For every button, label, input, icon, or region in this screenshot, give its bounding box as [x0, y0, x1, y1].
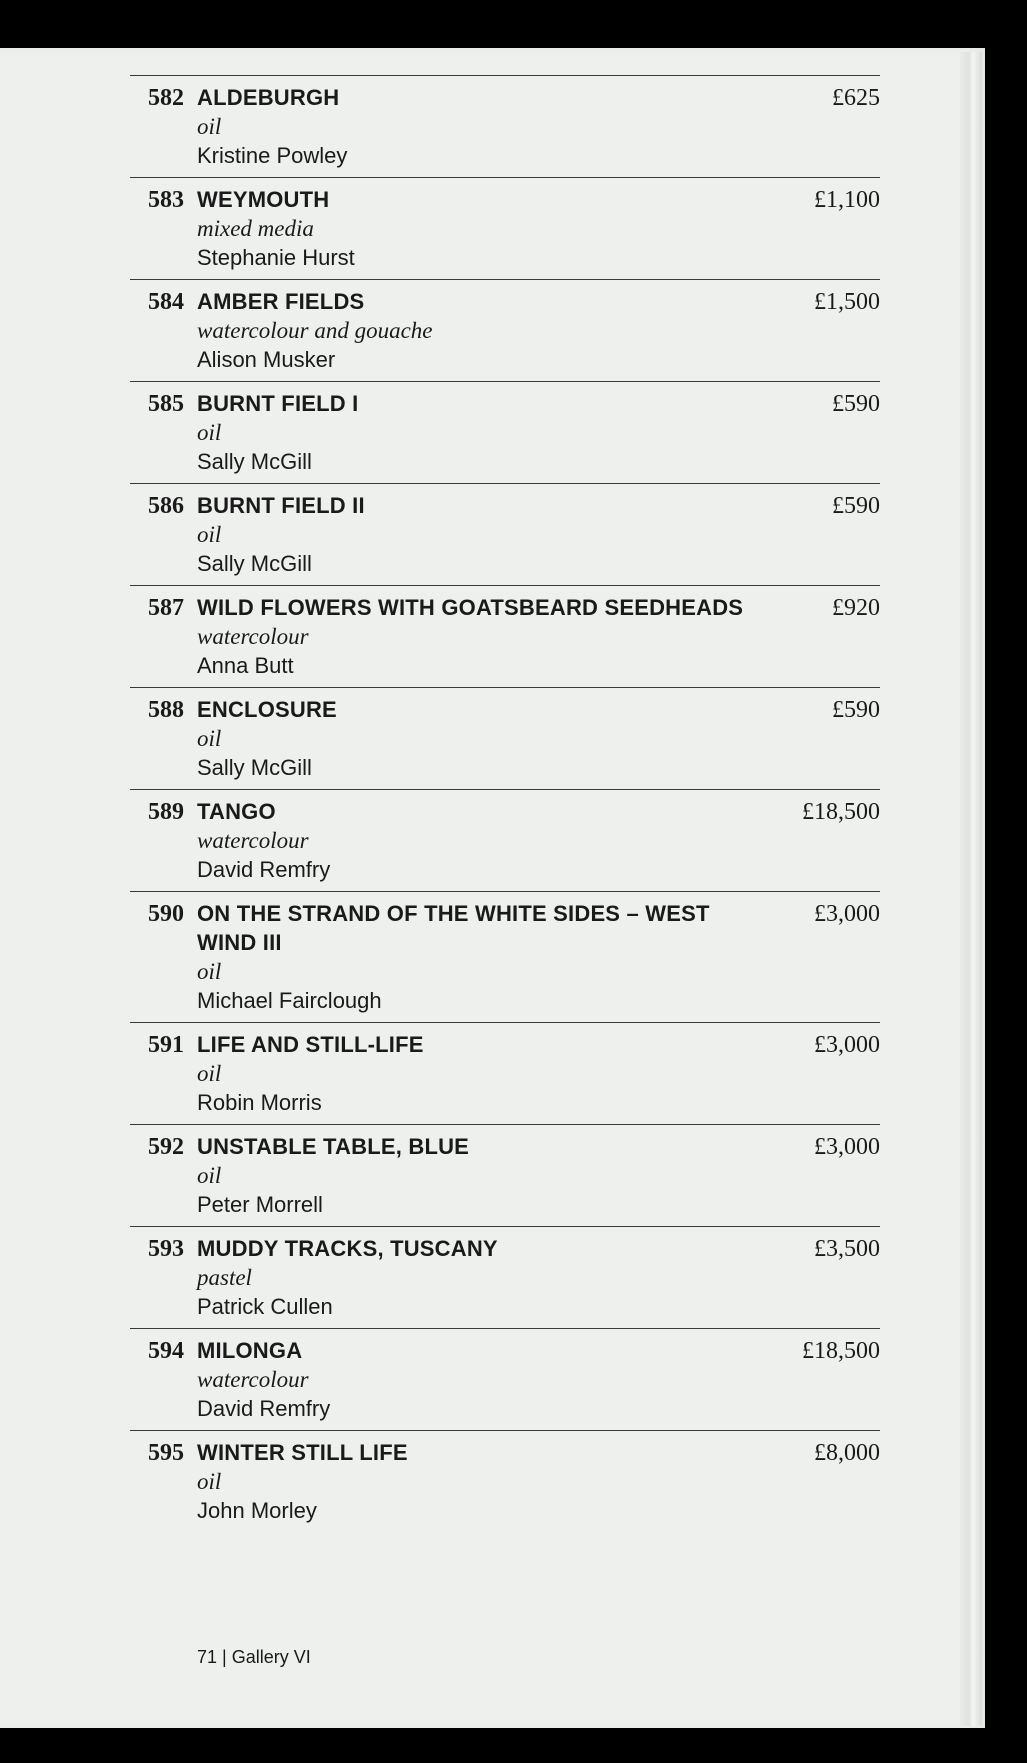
lot-number: 589: [148, 799, 184, 825]
artwork-title: LIFE AND STILL-LIFE: [197, 1032, 424, 1057]
artwork-medium: oil: [197, 420, 222, 445]
artwork-title: BURNT FIELD II: [197, 493, 365, 518]
artwork-medium: oil: [197, 1061, 222, 1086]
artwork-price: £625: [832, 85, 880, 111]
artwork-price: £1,500: [814, 289, 880, 315]
artist-name: David Remfry: [197, 1396, 331, 1421]
artwork-title: WILD FLOWERS WITH GOATSBEARD SEEDHEADS: [197, 595, 744, 620]
page-edge: [960, 52, 982, 1726]
artwork-title: ENCLOSURE: [197, 697, 337, 722]
artwork-medium: oil: [197, 114, 222, 139]
artwork-medium: oil: [197, 1469, 222, 1494]
lot-number: 591: [148, 1032, 184, 1058]
catalogue-entry: [130, 1226, 880, 1328]
artwork-title: ON THE STRAND OF THE WHITE SIDES – WEST WIND III: [197, 901, 710, 955]
artwork-medium: oil: [197, 522, 222, 547]
lot-number: 587: [148, 595, 184, 621]
artwork-medium: watercolour and gouache: [197, 318, 433, 343]
catalogue-entry: [130, 75, 880, 177]
artwork-medium: oil: [197, 959, 222, 984]
lot-number: 585: [148, 391, 184, 417]
catalogue-entry: [130, 177, 880, 279]
artwork-title: MILONGA: [197, 1338, 303, 1363]
catalogue-entry: [130, 1022, 880, 1124]
artwork-title: TANGO: [197, 799, 276, 824]
lot-number: 594: [148, 1338, 184, 1364]
artist-name: Alison Musker: [197, 347, 336, 372]
lot-number: 583: [148, 187, 184, 213]
lot-number: 584: [148, 289, 184, 315]
artwork-medium: watercolour: [197, 624, 309, 649]
artist-name: Patrick Cullen: [197, 1294, 333, 1319]
artist-name: Robin Morris: [197, 1090, 322, 1115]
artwork-medium: pastel: [197, 1265, 252, 1290]
artwork-title: AMBER FIELDS: [197, 289, 365, 314]
artist-name: Peter Morrell: [197, 1192, 323, 1217]
artwork-price: £590: [832, 391, 880, 417]
artwork-price: £3,000: [814, 901, 880, 927]
artwork-title: UNSTABLE TABLE, BLUE: [197, 1134, 470, 1159]
artwork-medium: oil: [197, 1163, 222, 1188]
catalogue-entry: [130, 1328, 880, 1430]
catalogue-entry: [130, 279, 880, 381]
artwork-title: ALDEBURGH: [197, 85, 340, 110]
artwork-price: £590: [832, 493, 880, 519]
artwork-title: WEYMOUTH: [197, 187, 330, 212]
artwork-price: £1,100: [814, 187, 880, 213]
artwork-price: £3,000: [814, 1032, 880, 1058]
lot-number: 593: [148, 1236, 184, 1262]
artwork-medium: watercolour: [197, 1367, 309, 1392]
artist-name: Anna Butt: [197, 653, 294, 678]
artwork-price: £8,000: [814, 1440, 880, 1466]
catalogue-entry: [130, 1430, 880, 1532]
lot-number: 590: [148, 901, 184, 927]
artist-name: John Morley: [197, 1498, 317, 1523]
lot-number: 592: [148, 1134, 184, 1160]
page-footer: 71 | Gallery VI: [197, 1647, 311, 1667]
catalogue-entry: [130, 1124, 880, 1226]
lot-number: 588: [148, 697, 184, 723]
artist-name: Sally McGill: [197, 551, 312, 576]
artist-name: David Remfry: [197, 857, 331, 882]
artwork-price: £590: [832, 697, 880, 723]
artist-name: Stephanie Hurst: [197, 245, 355, 270]
catalogue-entry: [130, 891, 880, 1022]
artist-name: Michael Fairclough: [197, 988, 382, 1013]
lot-number: 582: [148, 85, 184, 111]
lot-number: 586: [148, 493, 184, 519]
catalogue-entry: [130, 789, 880, 891]
catalogue-entry: [130, 483, 880, 585]
artwork-title: BURNT FIELD I: [197, 391, 359, 416]
artwork-medium: oil: [197, 726, 222, 751]
artwork-price: £18,500: [802, 799, 880, 825]
artwork-price: £920: [832, 595, 880, 621]
artwork-price: £3,000: [814, 1134, 880, 1160]
artwork-price: £3,500: [814, 1236, 880, 1262]
artwork-medium: watercolour: [197, 828, 309, 853]
artist-name: Sally McGill: [197, 755, 312, 780]
artist-name: Kristine Powley: [197, 143, 348, 168]
artwork-title: MUDDY TRACKS, TUSCANY: [197, 1236, 498, 1261]
catalogue-entry: [130, 687, 880, 789]
artwork-title: WINTER STILL LIFE: [197, 1440, 408, 1465]
artwork-price: £18,500: [802, 1338, 880, 1364]
catalogue-entry: [130, 381, 880, 483]
artist-name: Sally McGill: [197, 449, 312, 474]
artwork-medium: mixed media: [197, 216, 314, 241]
lot-number: 595: [148, 1440, 184, 1466]
catalogue-entry: [130, 585, 880, 687]
catalogue-list: [130, 75, 880, 1532]
